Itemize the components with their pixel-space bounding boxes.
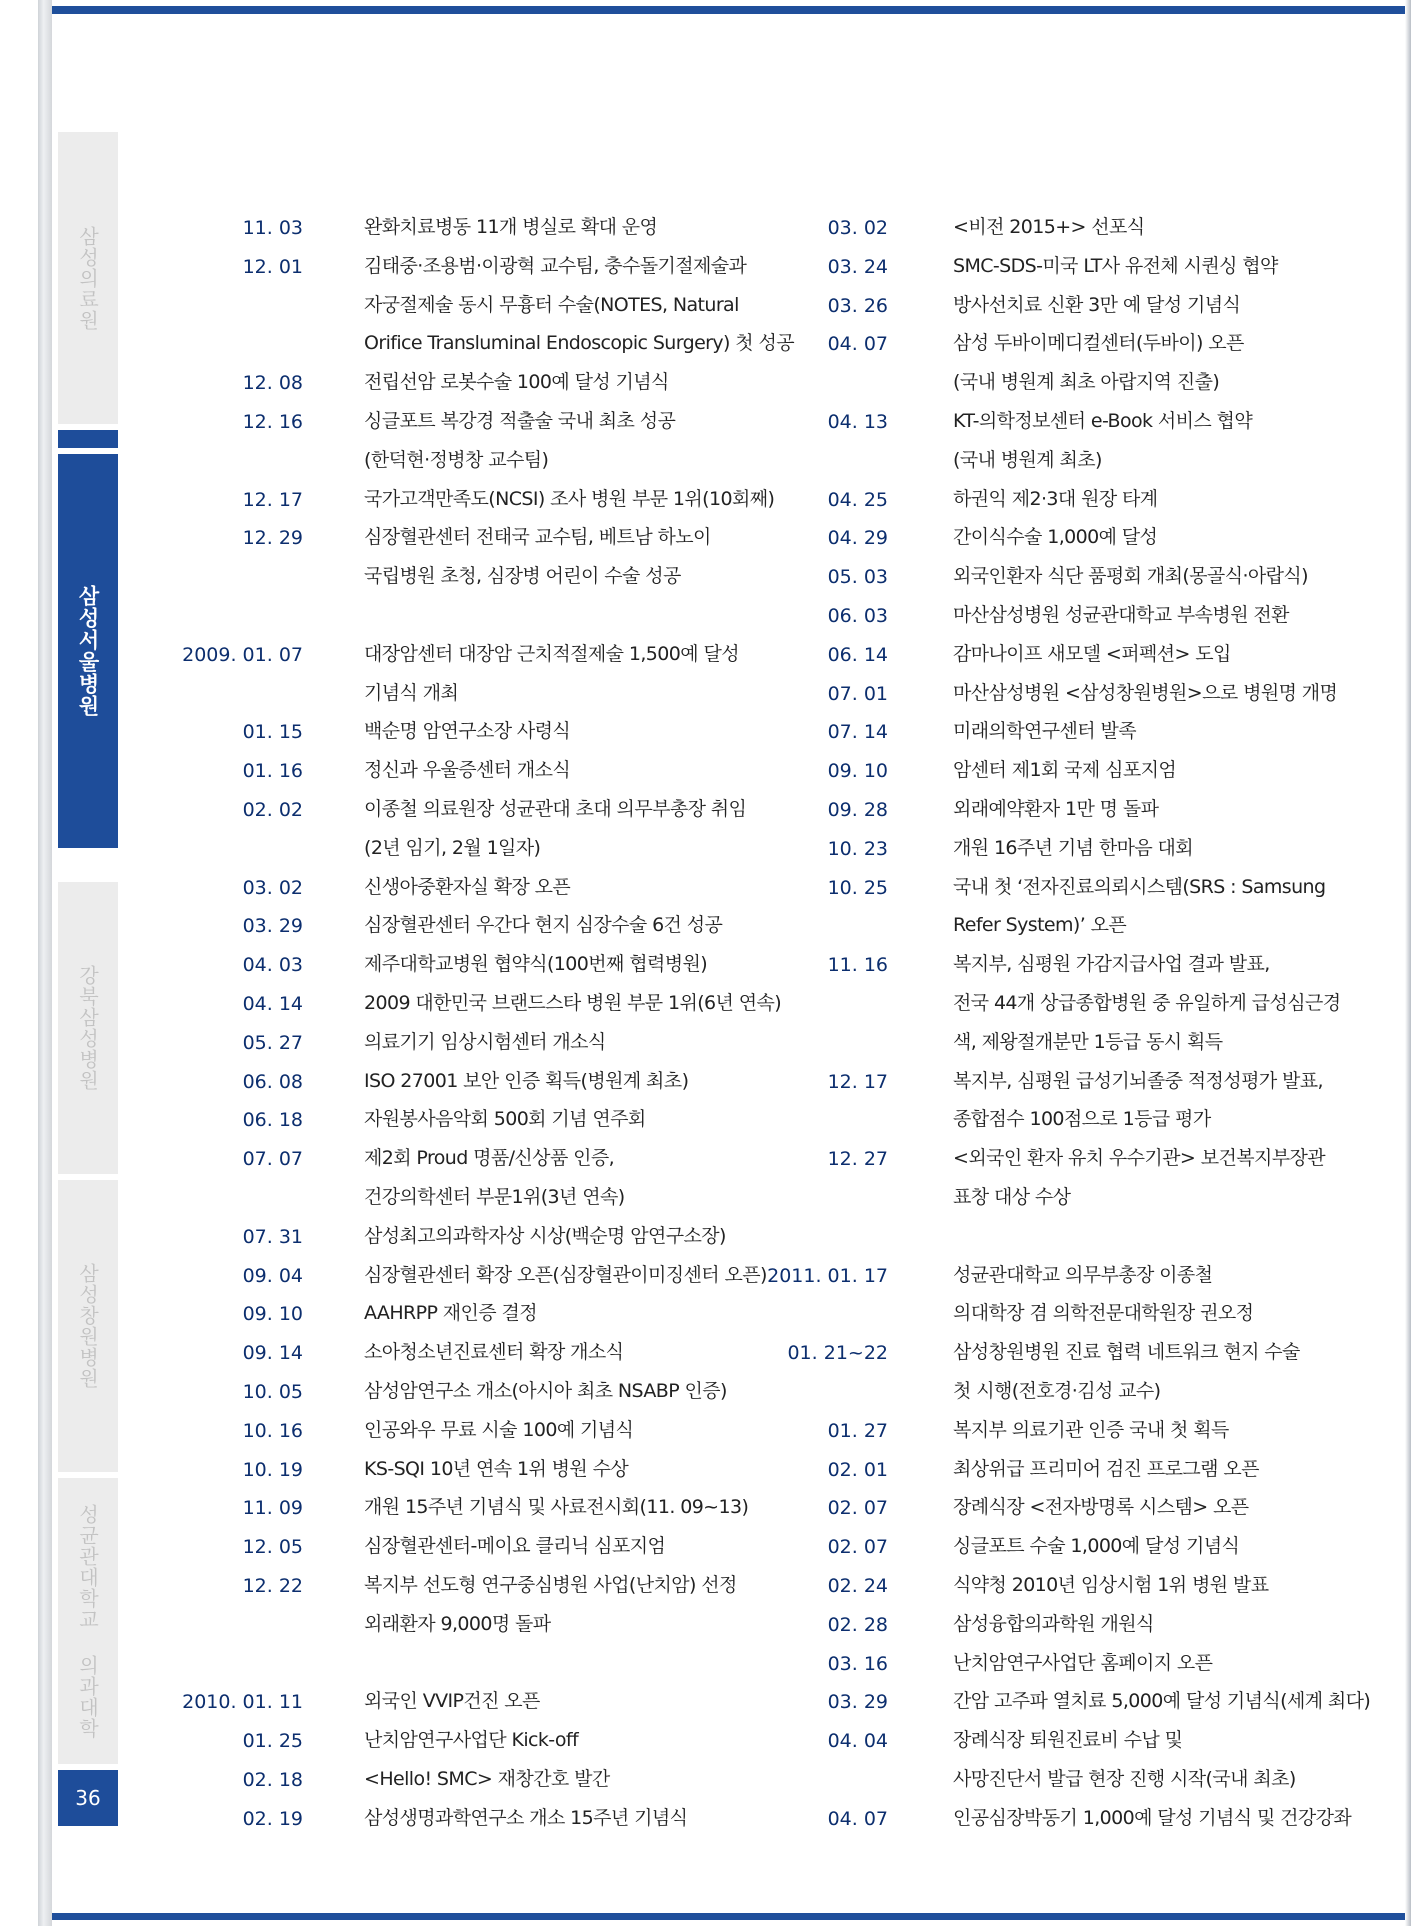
timeline-entry-line: 심장혈관센터 확장 오픈(심장혈관이미징센터 오픈) [364,1263,767,1286]
timeline-entry-line: <외국인 환자 유치 우수기관> 보건복지부장관 [953,1147,1325,1170]
side-tab-samsung-changwon-hospital[interactable] [58,1180,118,1472]
timeline-entry-line: 자원봉사음악회 500회 기념 연주회 [364,1108,646,1131]
timeline-date: 12. 17 [827,1070,888,1093]
timeline-entry-line: 제주대학교병원 협약식(100번째 협력병원) [364,953,708,976]
timeline-entry-line: 외래환자 9,000명 돌파 [364,1612,551,1635]
timeline-entry [364,1333,623,1372]
timeline-date: 06. 14 [827,643,888,666]
timeline-date: 02. 28 [827,1613,888,1636]
timeline-date: 12. 29 [242,527,303,550]
timeline-date: 04. 07 [827,333,888,356]
timeline-entry-line: 외국인환자 식단 품평회 개최(몽골식·아랍식) [953,565,1308,588]
timeline-entry-line: <Hello! SMC> 재창간호 발간 [364,1768,610,1790]
timeline-entry [953,247,1278,286]
timeline-entry [364,1488,748,1527]
timeline-entry [953,1488,1249,1527]
timeline-date: 04. 29 [827,527,888,550]
timeline-entry-line: 삼성창원병원 진료 협력 네트워크 현지 수술 [953,1341,1300,1364]
side-tab-label: 삼성창원병원 [75,1263,100,1389]
timeline-entry-line: 정신과 우울증센터 개소식 [364,759,571,782]
timeline-entry [953,945,1341,1061]
timeline-entry-line: KT-의학정보센터 e-Book 서비스 협약 [953,410,1253,432]
timeline-date: 02. 07 [827,1536,888,1559]
timeline-entry [364,868,570,907]
timeline-entry-line: 전국 44개 상급종합병원 중 유일하게 급성심근경 [953,991,1341,1014]
page-number: 36 [58,1770,118,1826]
timeline-entry-line: AAHRPP 재인증 결정 [364,1302,537,1325]
timeline-date: 04. 14 [242,993,303,1015]
timeline-entry [953,1682,1370,1721]
timeline-entry-line: 방사선치료 신환 3만 예 달성 기념식 [953,293,1241,316]
timeline-entry [953,1721,1296,1799]
timeline-entry [953,1256,1253,1334]
timeline-entry-line: 암센터 제1회 국제 심포지엄 [953,759,1177,782]
timeline-entry-line: 하권익 제2·3대 원장 타계 [953,487,1158,510]
timeline-entry-line: KS-SQI 10년 연속 1위 병원 수상 [364,1457,629,1480]
timeline-entry-line: 인공와우 무료 시술 100예 기념식 [364,1418,634,1441]
timeline-date: 12. 22 [242,1575,303,1597]
timeline-entry-line: 복지부, 심평원 급성기뇌졸중 적정성평가 발표, [953,1069,1323,1092]
timeline-date: 09. 10 [827,760,888,783]
timeline-entry [364,363,669,402]
side-tab-skku-medical-school[interactable] [58,1478,118,1764]
timeline-date: 11. 16 [827,954,888,977]
timeline-entry-line: 국립병원 초청, 심장병 어린이 수술 성공 [364,565,681,588]
timeline-entry [953,868,1325,946]
timeline-entry [953,1062,1323,1140]
timeline-entry [364,945,707,984]
timeline-date: 2011. 01. 17 [767,1264,888,1287]
timeline-entry-line: 복지부, 심평원 가감지급사업 결과 발표, [953,953,1270,976]
timeline-entry-line: 외래예약환자 1만 명 돌파 [953,798,1159,820]
timeline-entry-line: 심장혈관센터 전태국 교수팀, 베트남 하노이 [364,526,711,549]
timeline-entry-line: (국내 병원계 최초) [953,448,1102,471]
page-shadow [1405,0,1411,1926]
timeline-entry-line: 첫 시행(전호경·김성 교수) [953,1379,1161,1402]
timeline-entry-line: 외국인 VVIP건진 오픈 [364,1690,540,1713]
timeline-entry [953,674,1337,713]
timeline-date: 10. 25 [827,876,888,899]
timeline-entry [953,1799,1351,1838]
timeline-date: 04. 04 [827,1730,888,1753]
timeline-date: 01. 15 [242,721,303,744]
timeline-entry-line: 건강의학센터 부문1위(3년 연속) [364,1185,625,1208]
timeline-date: 03. 16 [827,1652,888,1675]
timeline-entry [953,1527,1239,1566]
timeline-entry [364,247,794,363]
timeline-entry-line: 난치암연구사업단 Kick-off [364,1729,579,1752]
timeline-date: 03. 29 [827,1691,888,1714]
timeline-entry-line: 감마나이프 새모델 <퍼펙션> 도입 [953,642,1231,665]
timeline-entry-line: 표창 대상 수상 [953,1185,1071,1208]
timeline-entry-line: 마산삼성병원 성균관대학교 부속병원 전환 [953,604,1289,626]
timeline-entry-line: 사망진단서 발급 현장 진행 시작(국내 최초) [953,1767,1296,1790]
timeline-date: 12. 17 [242,488,303,511]
timeline-date: 01. 27 [827,1419,888,1442]
timeline-entry-line: Refer System)’ 오픈 [953,914,1127,937]
timeline-entry [364,1256,767,1295]
timeline-entry [953,790,1158,829]
side-tab-label: 삼성의료원 [75,225,100,331]
timeline-date: 04. 03 [242,954,303,977]
timeline-entry [364,1760,610,1799]
timeline-date: 07. 31 [242,1225,303,1248]
timeline-entry [364,635,739,713]
timeline-date: 09. 14 [242,1342,303,1365]
timeline-entry [953,480,1158,519]
timeline-date: 02. 07 [827,1497,888,1520]
timeline-entry-line: 장례식장 퇴원진료비 수납 및 [953,1729,1183,1752]
timeline-date: 05. 27 [242,1031,303,1054]
timeline-entry-line: 삼성 두바이메디컬센터(두바이) 오픈 [953,332,1244,355]
timeline-entry-line: 싱글포트 복강경 적출술 국내 최초 성공 [364,410,676,432]
timeline-date: 11. 09 [242,1497,303,1520]
timeline-date: 04. 13 [827,411,888,433]
timeline-entry [953,596,1289,635]
timeline-date: 2010. 01. 11 [182,1691,303,1714]
timeline-entry-line: (2년 임기, 2월 1일자) [364,836,541,859]
timeline-entry [364,984,781,1023]
timeline-entry-line: SMC-SDS-미국 LT사 유전체 시퀀싱 협약 [953,254,1278,277]
timeline-entry [953,1605,1154,1644]
timeline-entry-line: 국내 첫 ‘전자진료의뢰시스템(SRS : Samsung [953,875,1326,898]
bottom-rule [52,1913,1411,1920]
timeline-date: 03. 29 [242,915,303,938]
timeline-entry-line: 난치암연구사업단 홈페이지 오픈 [953,1651,1213,1674]
timeline-entry-line: 싱글포트 수술 1,000예 달성 기념식 [953,1535,1240,1558]
timeline-entry [953,1450,1259,1489]
timeline-entry-line: 자궁절제술 동시 무흉터 수술(NOTES, Natural [364,293,739,316]
timeline-date: 06. 03 [827,605,888,627]
timeline-entry-line: 이종철 의료원장 성균관대 초대 의무부총장 취임 [364,798,747,820]
timeline-date: 12. 01 [242,255,303,278]
timeline-entry-line: 기념식 개최 [364,681,459,704]
timeline-entry-line: 인공심장박동기 1,000예 달성 기념식 및 건강강좌 [953,1806,1352,1829]
timeline-entry-line: (한덕현·정병창 교수팀) [364,448,549,471]
timeline-date: 12. 16 [242,411,303,433]
timeline-entry [364,1372,727,1411]
timeline-date: 01. 21~22 [787,1342,888,1365]
timeline-entry-line: 김태중·조용범·이광혁 교수팀, 충수돌기절제술과 [364,254,747,277]
timeline-entry-line: 전립선암 로봇수술 100예 달성 기념식 [364,371,669,394]
timeline-date: 02. 02 [242,799,303,821]
timeline-date: 06. 18 [242,1109,303,1132]
timeline-date: 07. 14 [827,721,888,744]
timeline-entry [364,1411,633,1450]
timeline-entry-line: 2009 대한민국 브랜드스타 병원 부문 1위(6년 연속) [364,992,782,1014]
timeline-date: 01. 16 [242,760,303,783]
timeline-entry-line: (국내 병원계 최초 아랍지역 진출) [953,371,1220,394]
timeline-date: 02. 01 [827,1458,888,1481]
timeline-entry [364,790,746,868]
timeline-entry [364,1450,628,1489]
timeline-date: 03. 02 [242,876,303,899]
timeline-date: 02. 24 [827,1575,888,1597]
timeline-entry-line: 제2회 Proud 명품/신상품 인증, [364,1147,615,1170]
timeline-entry-line: ISO 27001 보안 인증 획득(병원계 최초) [364,1069,689,1092]
timeline-date: 09. 28 [827,799,888,821]
timeline-entry-line: 의료기기 임상시험센터 개소식 [364,1030,606,1053]
timeline-date: 10. 16 [242,1419,303,1442]
timeline-date: 10. 23 [827,837,888,860]
timeline-entry [953,712,1136,751]
timeline-date: 10. 19 [242,1458,303,1481]
timeline-date: 10. 05 [242,1381,303,1403]
timeline-entry [364,1062,688,1101]
timeline-entry [364,1799,687,1838]
timeline-entry [364,1721,578,1760]
timeline-entry [953,324,1244,402]
tab-accent-bar [58,430,118,448]
timeline-entry-line: 삼성암연구소 개소(아시아 최초 NSABP 인증) [364,1380,727,1402]
timeline-entry [364,402,675,480]
timeline-date: 07. 07 [242,1148,303,1171]
timeline-entry-line: 간암 고주파 열치료 5,000예 달성 기념식(세계 최다) [953,1690,1371,1713]
timeline-entry [364,1100,646,1139]
timeline-entry-line: Orifice Transluminal Endoscopic Surgery) 첫 성공 [364,332,794,355]
side-tab-label: 성균관대학교 의과대학 [75,1503,100,1739]
timeline-entry-line: 대장암센터 대장암 근치적절제술 1,500예 달성 [364,642,739,665]
timeline-date: 2009. 01. 07 [182,643,303,666]
timeline-entry-line: 삼성융합의과학원 개원식 [953,1612,1154,1635]
timeline-entry-line: 복지부 선도형 연구중심병원 사업(난치암) 선정 [364,1574,737,1596]
timeline-entry [364,1023,606,1062]
timeline-entry-line: 삼성생명과학연구소 개소 15주년 기념식 [364,1806,688,1829]
timeline-entry-line: 국가고객만족도(NCSI) 조사 병원 부문 1위(10회째) [364,487,775,510]
timeline-entry [364,712,570,751]
timeline-entry [364,518,711,596]
side-tab-samsung-seoul-hospital[interactable] [58,454,118,848]
timeline-entry [953,751,1176,790]
timeline-entry-line: 개원 15주년 기념식 및 사료전시회(11. 09~13) [364,1496,749,1519]
timeline-date: 12. 05 [242,1536,303,1559]
timeline-entry-line: 심장혈관센터-메이요 클리닉 심포지엄 [364,1535,666,1558]
timeline-entry-line: 심장혈관센터 우간다 현지 심장수술 6건 성공 [364,914,723,937]
timeline-entry-line: 최상위급 프리미어 검진 프로그램 오픈 [953,1457,1259,1480]
side-tab-label: 강북삼성병원 [75,965,100,1091]
timeline-entry [364,208,657,247]
timeline-entry-line: 종합점수 100점으로 1등급 평가 [953,1108,1211,1131]
timeline-entry [364,480,774,519]
timeline-entry-line: 색, 제왕절개분만 1등급 동시 획득 [953,1030,1223,1053]
timeline-date: 11. 03 [242,217,303,239]
timeline-entry [953,1411,1229,1450]
timeline-entry-line: 성균관대학교 의무부총장 이종철 [953,1263,1213,1286]
timeline-entry [953,829,1193,868]
timeline-date: 01. 25 [242,1730,303,1753]
timeline-entry [953,286,1240,325]
timeline-entry-line: 의대학장 겸 의학전문대학원장 권오정 [953,1302,1254,1325]
timeline-entry [364,1527,665,1566]
timeline-entry [364,906,722,945]
timeline-date: 03. 02 [827,217,888,239]
timeline-entry [364,1566,737,1644]
timeline-date: 02. 18 [242,1769,303,1791]
side-tab-samsung-medical-center[interactable] [58,132,118,424]
timeline-entry [364,751,570,790]
timeline-date: 04. 07 [827,1807,888,1830]
timeline-date: 12. 27 [827,1148,888,1171]
timeline-entry [953,1644,1212,1683]
timeline-entry-line: 미래의학연구센터 발족 [953,720,1136,743]
timeline-entry [364,1217,726,1256]
timeline-entry-line: 개원 16주년 기념 한마음 대회 [953,836,1194,859]
timeline-date: 09. 04 [242,1264,303,1287]
timeline-entry-line: 마산삼성병원 <삼성창원병원>으로 병원명 개명 [953,681,1338,704]
timeline-entry-line: 백순명 암연구소장 사령식 [364,720,571,743]
side-tab-label: 삼성서울병원 [76,585,100,717]
timeline-date: 05. 03 [827,566,888,589]
timeline-date: 07. 01 [827,682,888,705]
timeline-entry-line: 장례식장 <전자방명록 시스템> 오픈 [953,1496,1249,1519]
timeline-entry [953,557,1308,596]
timeline-entry [364,1682,540,1721]
timeline-entry [364,1139,625,1217]
timeline-entry-line: 식약청 2010년 임상시험 1위 병원 발표 [953,1574,1269,1596]
timeline-entry [953,1333,1300,1411]
timeline-entry [953,635,1231,674]
timeline-entry-line: <비전 2015+> 선포식 [953,216,1145,238]
timeline-entry [953,1139,1325,1217]
timeline-date: 06. 08 [242,1070,303,1093]
timeline-entry-line: 소아청소년진료센터 확장 개소식 [364,1341,624,1364]
side-tab-kangbuk-samsung-hospital[interactable] [58,882,118,1174]
timeline-entry [953,402,1252,480]
timeline-date: 02. 19 [242,1807,303,1830]
timeline-date: 03. 26 [827,294,888,317]
timeline-entry-line: 완화치료병동 11개 병실로 확대 운영 [364,216,658,238]
timeline-entry [364,1294,537,1333]
timeline-entry [953,1566,1268,1605]
timeline-entry [953,208,1145,247]
timeline-entry-line: 간이식수술 1,000예 달성 [953,526,1158,549]
top-rule [52,6,1411,14]
timeline-entry-line: 삼성최고의과학자상 시상(백순명 암연구소장) [364,1224,726,1247]
timeline-date: 12. 08 [242,372,303,395]
timeline-entry-line: 신생아중환자실 확장 오픈 [364,875,571,898]
timeline-date: 04. 25 [827,488,888,511]
timeline-entry [953,518,1157,557]
timeline-entry-line: 복지부 의료기관 인증 국내 첫 획득 [953,1418,1229,1441]
book-spine-edge [38,0,52,1926]
timeline-date: 09. 10 [242,1303,303,1326]
timeline-date: 03. 24 [827,255,888,278]
